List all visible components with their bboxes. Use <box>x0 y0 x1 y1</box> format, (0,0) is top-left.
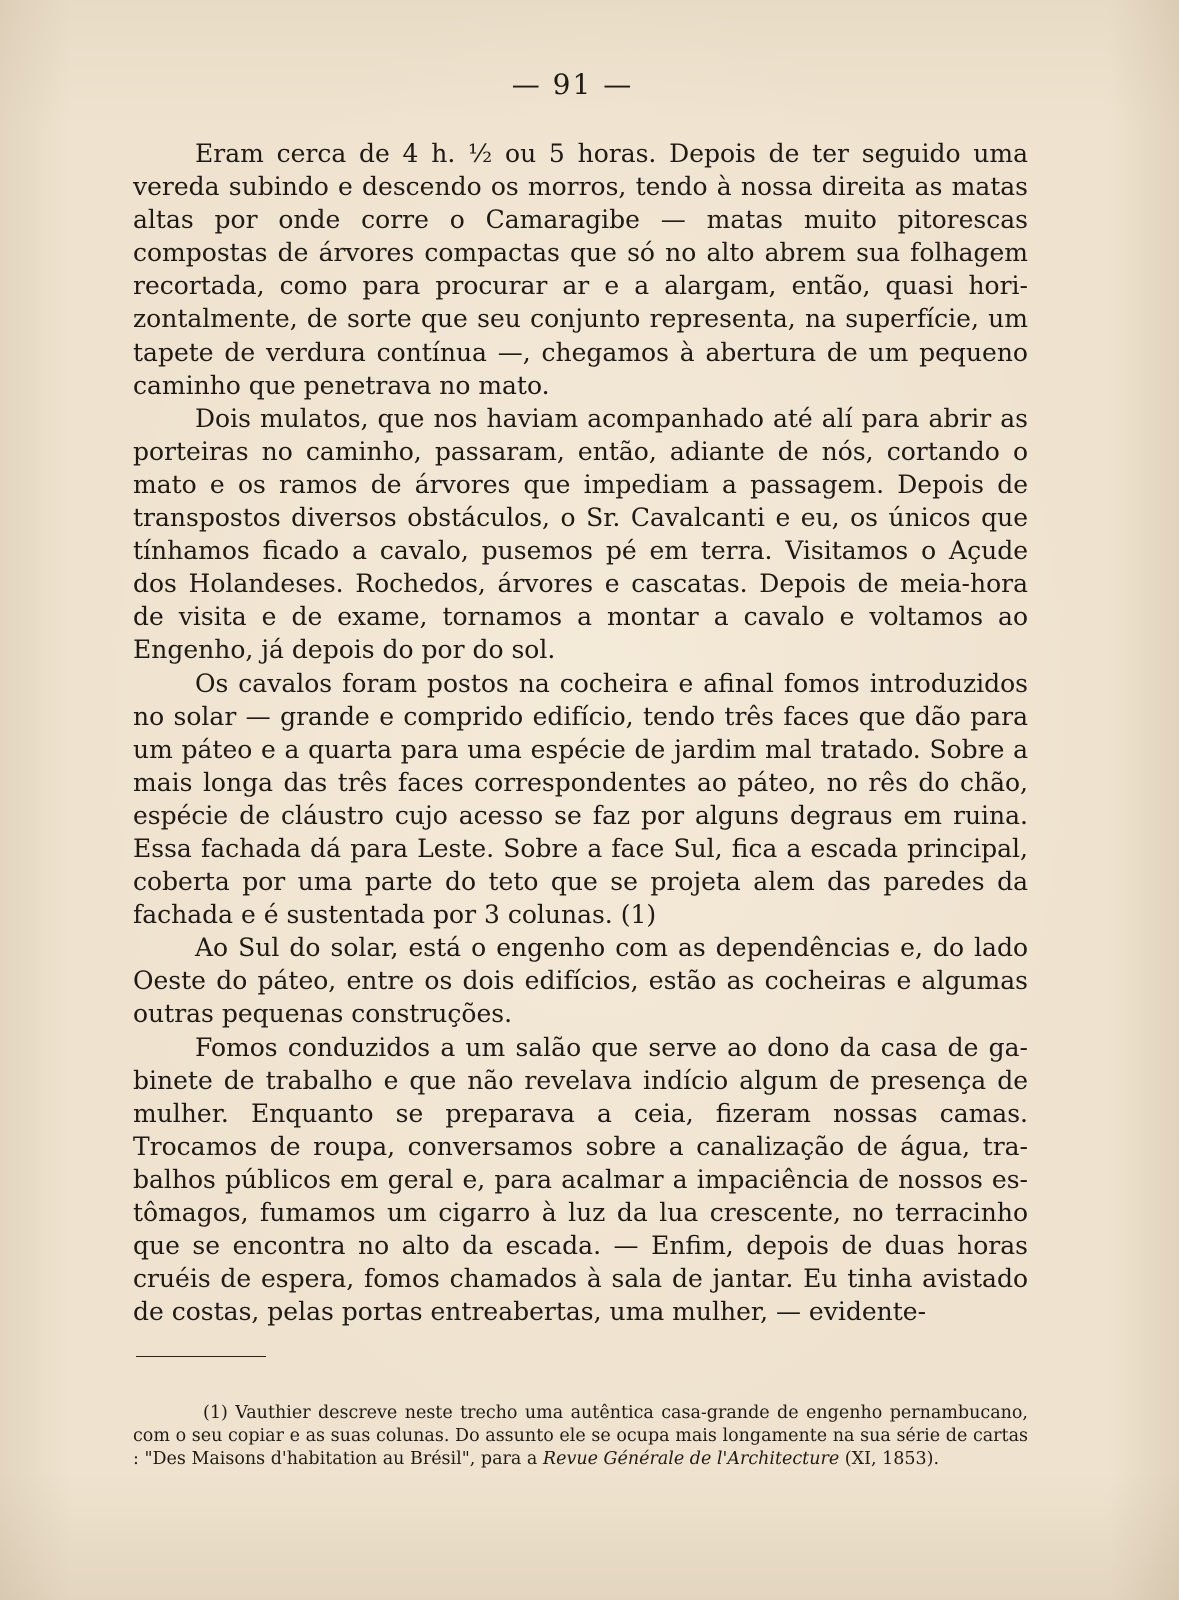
paragraph-5: Fomos conduzidos a um salão que serve ao dono da casa de gabinete de trabalho e que não revelava indício algum de presença de mulher. Enquanto se preparava a ceia, fizeram nossas camas. Trocamos de roupa, conversamos sobre a canalização de água, trabalhos públicos em geral e, para acalmar a impaciência de nossos estômagos, fumamos um cigarro à luz da lua crescente, no terracinho que se encontra no alto da escada. — Enfim, depois de duas horas cruéis de espera, fomos chamados à sala de jantar. Eu tinha avistado de costas, pelas portas entreabertas, uma mulher, — evidente- <box>133 1032 1028 1327</box>
body-text <box>133 137 1028 1328</box>
footnote-journal-title: Revue Générale de l'Architecture <box>542 1449 840 1469</box>
page-number: — 91 — <box>511 68 634 101</box>
footnote-divider <box>136 1356 266 1357</box>
footnote-text-after: (XI, 1853). <box>839 1449 940 1469</box>
paragraph-4: Ao Sul do solar, está o engenho com as dependências e, do lado Oeste do páteo, entre os dois edifícios, estão as cocheiras e algumas outras pequenas construções. <box>133 933 1028 1029</box>
footnote-text-before: (1) Vauthier descreve neste trecho uma autêntica casa-grande de engenho pernambucano, com o seu copiar e as suas colunas. Do assunto ele se ocupa mais longamente na sua série de cartas : "Des Maisons d'habitation au Brésil", para a <box>133 1403 1028 1469</box>
paragraph-1: Eram cerca de 4 h. ½ ou 5 horas. Depois de ter seguido uma vereda subindo e descendo os morros, tendo à nossa direita as matas altas por onde corre o Camaragibe — matas muito pitorescas compostas de árvores compactas que só no alto abrem sua folhagem recortada, como para procurar ar e a alargam, então, quasi horizontalmente, de sorte que seu conjunto representa, na superfície, um tapete de verdura contínua —, chegamos à abertura de um pequeno caminho que penetrava no mato. <box>133 139 1028 400</box>
paragraph-3: Os cavalos foram postos na cocheira e afinal fomos introduzidos no solar — grande e comprido edifício, tendo três faces que dão para um páteo e a quarta para uma espécie de jardim mal tratado. Sobre a mais longa das três faces correspondentes ao páteo, no rês do chão, espécie de cláustro cujo acesso se faz por alguns degraus em ruina. Essa fachada dá para Leste. Sobre a face Sul, fica a escada principal, coberta por uma parte do teto que se projeta alem das paredes da fachada e é sustentada por 3 colunas. (1) <box>133 668 1028 930</box>
footnote <box>133 1402 1028 1471</box>
paragraph-2: Dois mulatos, que nos haviam acompanhado até alí para abrir as porteiras no caminho, passaram, então, adiante de nós, cortando o mato e os ramos de árvores que impediam a passagem. Depois de transpostos diversos obstáculos, o Sr. Cavalcanti e eu, os únicos que tínhamos ficado a cavalo, pusemos pé em terra. Visitamos o Açude dos Holandeses. Rochedos, árvores e cascatas. Depois de meia-hora de visita e de exame, tornamos a montar a cavalo e voltamos ao Engenho, já depois do por do sol. <box>133 403 1028 665</box>
